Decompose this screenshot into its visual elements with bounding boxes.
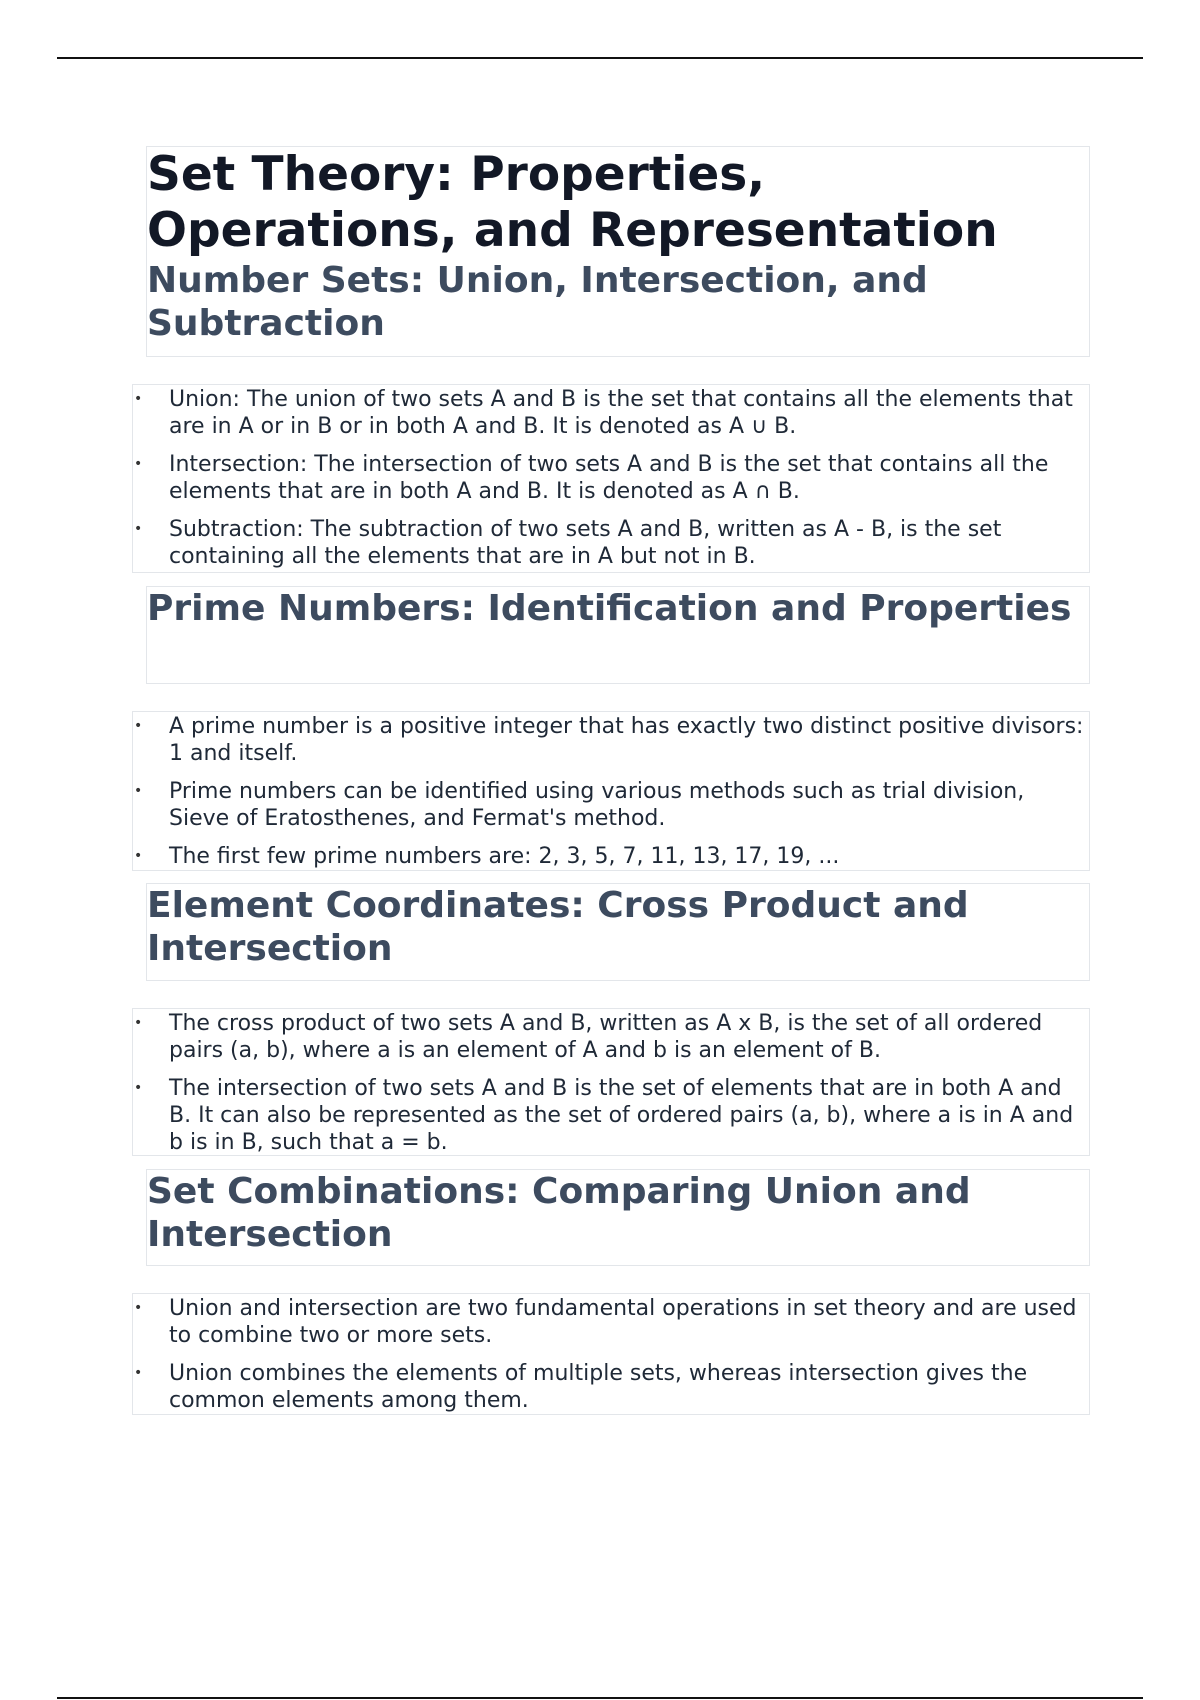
document-title: Set Theory: Properties, Operations, and Representation: [147, 147, 998, 258]
list-item-text: The cross product of two sets A and B, written as A x B, is the set of all ordered pairs (a, b), where a is an element of A and b is an element of B.: [169, 1011, 1043, 1063]
bullet-icon: •: [134, 521, 143, 537]
list-item: [133, 843, 1089, 870]
bullet-icon: •: [134, 783, 143, 799]
list-item: [133, 1010, 1089, 1064]
section-heading-box-set-combinations: [146, 1169, 1090, 1266]
section-heading-box-prime-numbers: [146, 586, 1090, 684]
list-item-text: Union and intersection are two fundamental operations in set theory and are used to combine two or more sets.: [169, 1296, 1077, 1348]
section-heading-box-element-coordinates: [146, 883, 1090, 981]
list-item: [133, 1360, 1089, 1414]
section-heading-prime-numbers: Prime Numbers: Identification and Properties: [147, 588, 1072, 629]
bullet-list-element-coordinates: [132, 1008, 1090, 1156]
bullet-list-number-sets: [132, 384, 1090, 573]
bottom-rule: [57, 1697, 1143, 1699]
list-item-text: Union: The union of two sets A and B is the set that contains all the elements that are in A or in B or in both A and B. It is denoted as A ∪ B.: [169, 387, 1073, 439]
list-item: [133, 1075, 1089, 1156]
list-item-text: The intersection of two sets A and B is the set of elements that are in both A and B. It can also be represented as the set of ordered pairs (a, b), where a is in A and b is in B, such that a = b.: [169, 1076, 1074, 1155]
list-item-text: Intersection: The intersection of two sets A and B is the set that contains all the elements that are in both A and B. It is denoted as A ∩ B.: [169, 452, 1049, 504]
top-rule: [57, 57, 1143, 59]
list-item-text: A prime number is a positive integer that has exactly two distinct positive divisors: 1 and itself.: [169, 714, 1084, 766]
list-item: [133, 713, 1089, 767]
bullet-icon: •: [134, 1080, 143, 1096]
bullet-icon: •: [134, 456, 143, 472]
list-item-text: Prime numbers can be identified using various methods such as trial division, Sieve of Eratosthenes, and Fermat's method.: [169, 779, 1025, 831]
list-item-text: The first few prime numbers are: 2, 3, 5, 7, 11, 13, 17, 19, ...: [169, 844, 840, 869]
document-subtitle: Number Sets: Union, Intersection, and Subtraction: [147, 260, 928, 344]
section-heading-set-combinations: Set Combinations: Comparing Union and Intersection: [147, 1171, 971, 1255]
list-item-text: Subtraction: The subtraction of two sets A and B, written as A - B, is the set containing all the elements that are in A but not in B.: [169, 517, 1002, 569]
list-item: [133, 778, 1089, 832]
bullet-list-prime-numbers: [132, 711, 1090, 871]
list-item: [133, 451, 1089, 505]
title-block: [146, 146, 1090, 357]
bullet-icon: •: [134, 848, 143, 864]
bullet-list-set-combinations: [132, 1293, 1090, 1415]
bullet-icon: •: [134, 391, 143, 407]
list-item: [133, 386, 1089, 440]
bullet-icon: •: [134, 1365, 143, 1381]
bullet-icon: •: [134, 1300, 143, 1316]
bullet-icon: •: [134, 718, 143, 734]
list-item: [133, 516, 1089, 570]
bullet-icon: •: [134, 1015, 143, 1031]
list-item: [133, 1295, 1089, 1349]
list-item-text: Union combines the elements of multiple sets, whereas intersection gives the common elements among them.: [169, 1361, 1028, 1413]
section-heading-element-coordinates: Element Coordinates: Cross Product and Intersection: [147, 885, 969, 969]
